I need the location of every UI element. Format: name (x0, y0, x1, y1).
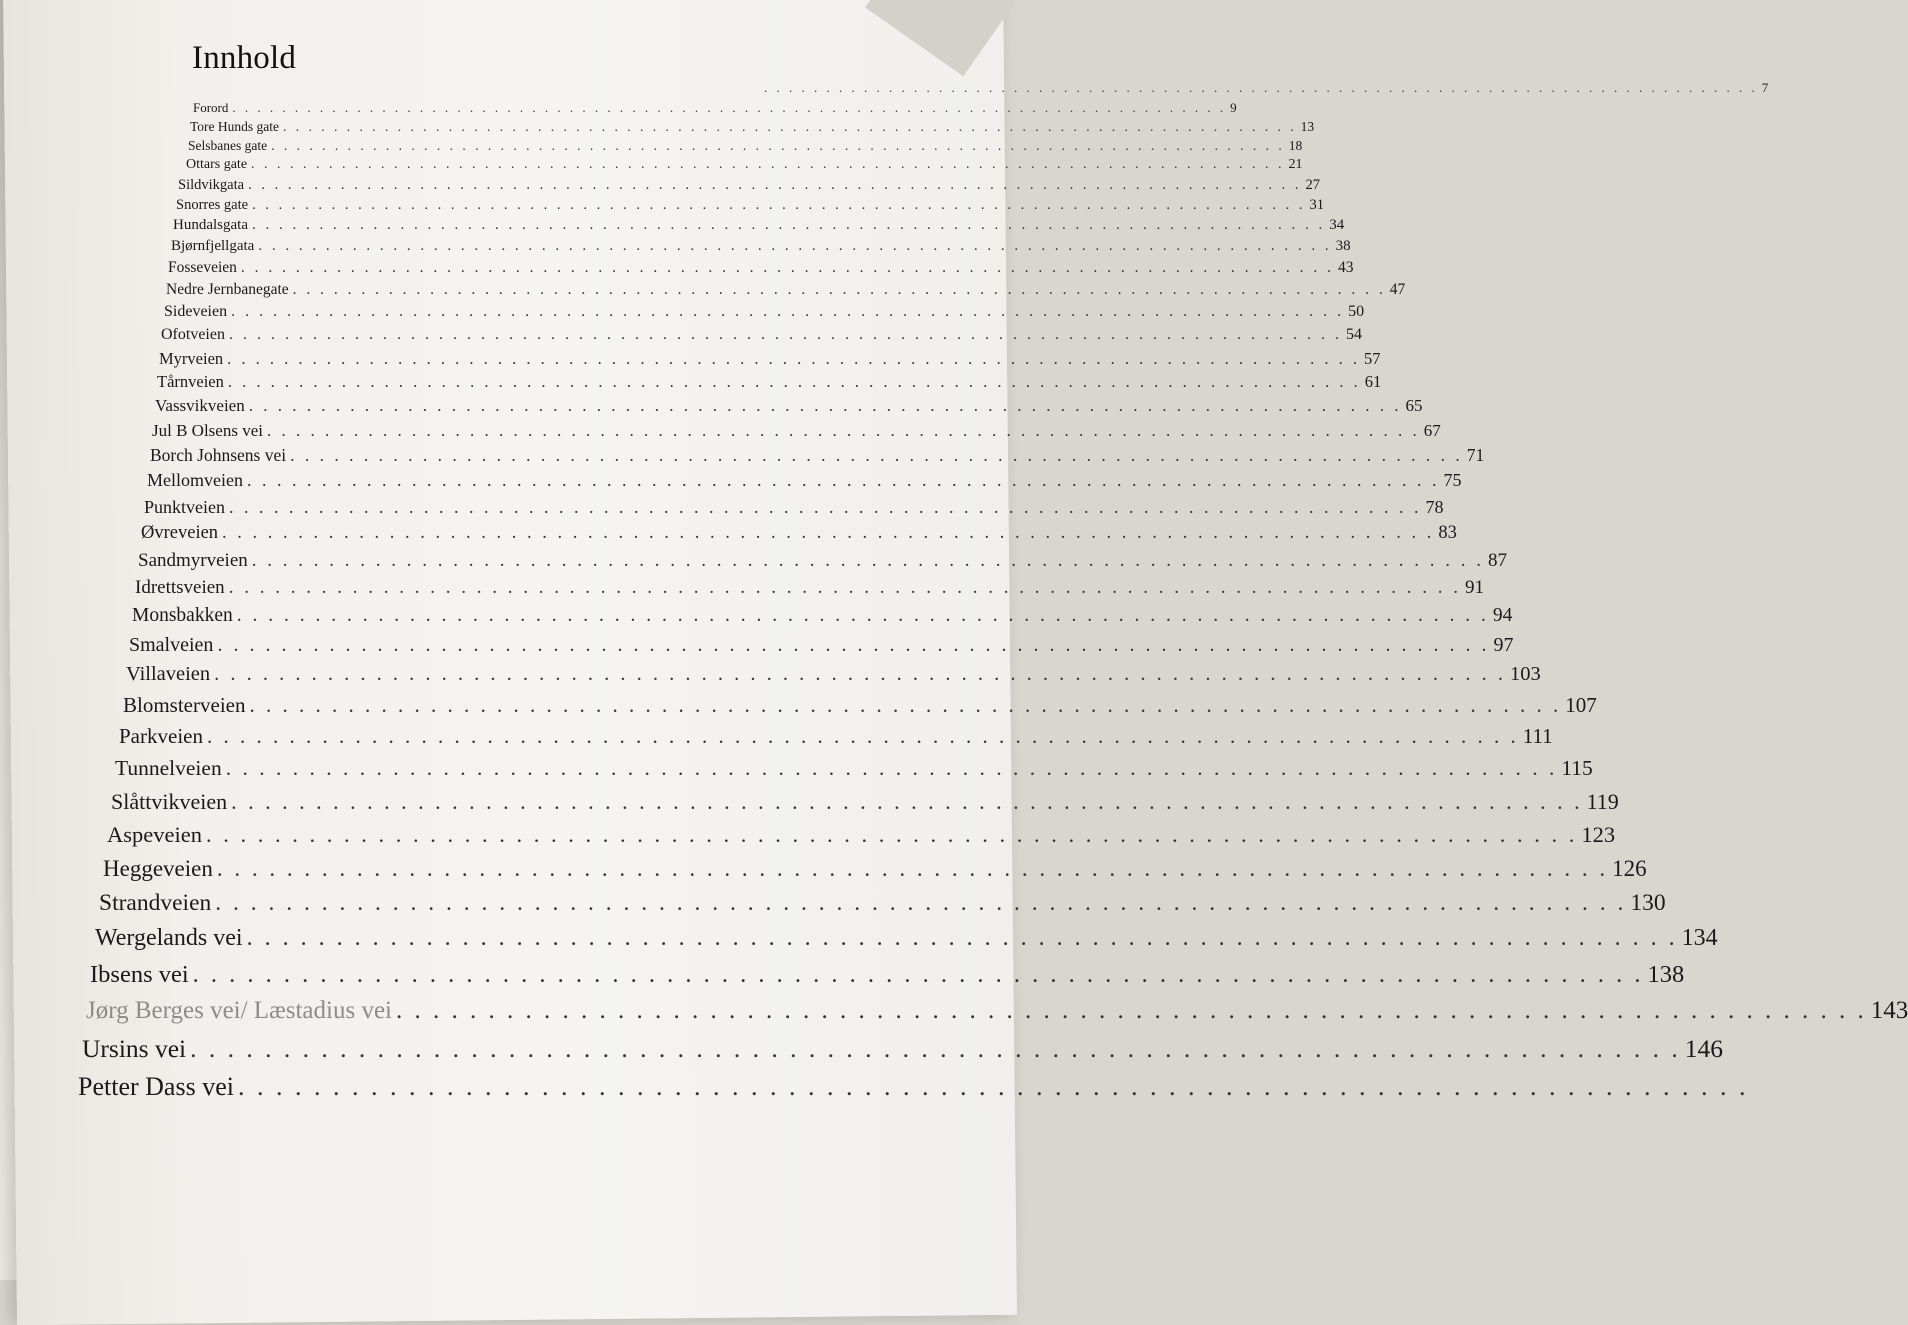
dot-leader: . . . . . . . . . . . . . . . . . . . . . . . . . . . . . . . . . . . . . . . . . . . . . . . . . . . . . . . . . . . . . . . . . . . . . . . . . . . . . . . . (251, 217, 1326, 233)
toc-entry-title: Petter Dass vei (78, 1072, 234, 1101)
toc-entry-title: Tårnveien (157, 372, 224, 391)
dot-leader: . . . . . . . . . . . . . . . . . . . . . . . . . . . . . . . . . . . . . . . . . . . . . . . . . . . . . . . . . . . . . . . . . . . . . . . . . . . . . . . . (252, 197, 1306, 213)
dot-leader: . . . . . . . . . . . . . . . . . . . . . . . . . . . . . . . . . . . . . . . . . . . . . . . . . . . . . . . . . . . . . . . . . . . . . . . . . . . . . . . . (290, 445, 1463, 465)
toc-entry-page: 13 (1300, 119, 1315, 134)
dot-leader: . . . . . . . . . . . . . . . . . . . . . . . . . . . . . . . . . . . . . . . . . . . . . . . . . . . . . . . . . . . . . . . . . . . . . . . . . . . . . . . . (228, 577, 1461, 598)
toc-entry-page: 91 (1464, 577, 1484, 598)
dot-leader: . . . . . . . . . . . . . . . . . . . . . . . . . . . . . . . . . . . . . . . . . . . . . . . . . . . . . . . . . . . . . . . . . . . . . . . . . . . . . . . . (292, 281, 1386, 298)
toc-entry (99, 890, 1666, 917)
toc-entry-page: 146 (1684, 1034, 1723, 1063)
toc-entry-page: 138 (1647, 961, 1685, 988)
toc-entry-title: Idrettsveien (135, 577, 225, 598)
toc-entry-page: 50 (1348, 303, 1365, 320)
toc-entry-title: Sideveien (164, 303, 228, 320)
toc-entry (141, 523, 1457, 544)
dot-leader: . . . . . . . . . . . . . . . . . . . . . . . . . . . . . . . . . . . . . . . . . . . . . . . . . . . . . . . . . . . . . . . . . . . . . . . . . . . . . . . . (396, 997, 1867, 1024)
toc-entry-title: Aspeveien (107, 822, 202, 847)
toc-entry-page: 18 (1288, 138, 1303, 153)
toc-entry-page: 7 (1761, 80, 1769, 95)
toc-entry (176, 197, 1324, 214)
toc-entry (178, 177, 1320, 194)
toc-entry (164, 303, 1365, 321)
toc-entry-title: Myrveien (159, 349, 224, 368)
toc-entry-title: Monsbakken (132, 605, 233, 626)
dot-leader: . . . . . . . . . . . . . . . . . . . . . . . . . . . . . . . . . . . . . . . . . . . . . . . . . . . . . . . . . . . . . . . . . . . . . . . . . . . . . . . . (227, 372, 1361, 391)
toc-entry-page: 67 (1423, 421, 1441, 440)
dot-leader: . . . . . . . . . . . . . . . . . . . . . . . . . . . . . . . . . . . . . . . . . . . . . . . . . . . . . . . . . . . . . . . . . . . . . . . . . . . . . . . . (283, 119, 1297, 134)
toc-entry-title: Blomsterveien (123, 693, 246, 717)
toc-entry (103, 856, 1647, 882)
toc-entry-title: Bjørnfjellgata (171, 238, 255, 254)
toc-entry (173, 217, 1345, 234)
dot-leader: . . . . . . . . . . . . . . . . . . . . . . . . . . . . . . . . . . . . . . . . . . . . . . . . . . . . . . . . . . . . . . . . . . . . . . . . . . . . . . . . (249, 693, 1562, 717)
toc-entry-title: Heggeveien (103, 856, 213, 881)
toc-entry-page: 75 (1443, 470, 1462, 490)
toc-entry-page: 111 (1522, 724, 1553, 748)
toc-entry-title: Punktveien (144, 497, 225, 517)
toc-entry (111, 789, 1619, 815)
toc-entry (168, 259, 1354, 277)
dot-leader: . . . . . . . . . . . . . . . . . . . . . . . . . . . . . . . . . . . . . . . . . . . . . . . . . . . . . . . . . . . . . . . . . . . . . . . . . . . . . . . . (266, 421, 1420, 440)
dot-leader: . . . . . . . . . . . . . . . . . . . . . . . . . . . . . . . . . . . . . . . . . . . . . . . . . . . . . . . . . . . . . . . . . . . . . . . . . . . . . . . . (229, 497, 1422, 517)
toc-entry-page: 21 (1288, 157, 1303, 172)
toc-entry-page: 43 (1338, 259, 1354, 276)
toc-entry (152, 421, 1441, 441)
dot-leader: . . . . . . . . . . . . . . . . . . . . . . . . . . . . . . . . . . . . . . . . . . . . . . . . . . . . . . . . . . . . . . . . . . . . . . . . . . . . . . . . (248, 177, 1302, 193)
toc-entry-page: 78 (1425, 497, 1444, 517)
toc-entry-title: Ofotveien (161, 326, 225, 343)
toc-entry (115, 756, 1593, 781)
toc-entry-title: Jul B Olsens vei (152, 421, 263, 440)
toc-entry (126, 663, 1541, 686)
toc-entry (188, 138, 1303, 154)
toc-entry-page: 130 (1630, 890, 1666, 916)
dot-leader: . . . . . . . . . . . . . . . . . . . . . . . . . . . . . . . . . . . . . . . . . . . . . . . . . . . . . . . . . . . . . . . . . . . . . . . . . . . . . . . . (237, 1072, 1749, 1101)
toc-entry-page: 126 (1612, 856, 1647, 881)
toc-entry-title: Ottars gate (186, 157, 248, 172)
toc-entry-page: 107 (1565, 693, 1597, 717)
dot-leader: . . . . . . . . . . . . . . . . . . . . . . . . . . . . . . . . . . . . . . . . . . . . . . . . . . . . . . . . . . . . . . . . . . . . . . . . . . . . . . . . (271, 138, 1285, 153)
toc-entry-title: Slåttvikveien (111, 789, 228, 814)
toc-entry-page: 61 (1364, 372, 1382, 391)
toc-entry-title: Tore Hunds gate (190, 119, 280, 134)
dot-leader: . . . . . . . . . . . . . . . . . . . . . . . . . . . . . . . . . . . . . . . . . . . . . . . . . . . . . . . . . . . . . . . . . . . . . . . . . . . . . . . . (251, 550, 1485, 571)
dot-leader: . . . . . . . . . . . . . . . . . . . . . . . . . . . . . . . . . . . . . . . . . . . . . . . . . . . . . . . . . . . . . . . . . . . . . . . . . . . . . . . . (215, 890, 1627, 916)
toc-entry (159, 349, 1381, 369)
toc-entry (150, 445, 1485, 466)
toc-entry-title: Sildvikgata (178, 177, 245, 193)
dot-leader: . . . . . . . . . . . . . . . . . . . . . . . . . . . . . . . . . . . . . . . . . . . . . . . . . . . . . . . . . . . . . . . . . . . . . . . . . . . . . . . . (240, 259, 1335, 276)
toc-entry-page: 87 (1488, 550, 1508, 571)
toc-entry (135, 577, 1484, 599)
dot-leader: . . . . . . . . . . . . . . . . . . . . . . . . . . . . . . . . . . . . . . . . . . . . . . . . . . . . . . . . . . . . . . . . . . . . . . . . . . . . . . . . (217, 634, 1490, 656)
toc-entry-title: Ibsens vei (90, 961, 189, 988)
toc-entry-title: Øvreveien (141, 523, 219, 543)
toc-entry (138, 550, 1508, 572)
toc-entry-page: 97 (1493, 634, 1514, 656)
dot-leader: . . . . . . . . . . . . . . . . . . . . . . . . . . . . . . . . . . . . . . . . . . . . . . . . . . . . . . . . . . . . . . . . . . . . . . . . . . . . . . . . (190, 1034, 1681, 1063)
toc-entry-title: Smalveien (129, 634, 214, 656)
dot-leader: . . . . . . . . . . . . . . . . . . . . . . . . . . . . . . . . . . . . . . . . . . . . . . . . . . . . . . . . . . . . . . . . . . . . . . . . . . . . . . . . (248, 396, 1402, 415)
toc-entry-title: Hundalsgata (173, 217, 248, 233)
dot-leader: . . . . . . . . . . . . . . . . . . . . . . . . . . . . . . . . . . . . . . . . . . . . . . . . . . . . . . . . . . . . . . . . . . . . . . . . . . . . . . . . (216, 856, 1609, 881)
toc-entry-title: Snorres gate (176, 197, 249, 213)
toc-entry-title: Forord (193, 100, 229, 115)
toc-entry-title: Parkveien (119, 724, 203, 748)
toc-entry-title: Nedre Jernbanegate (166, 281, 289, 298)
toc-entry-page: 123 (1581, 822, 1616, 847)
toc-entry (186, 157, 1303, 173)
toc-entry-title: Vassvikveien (155, 396, 245, 415)
dot-leader: . . . . . . . . . . . . . . . . . . . . . . . . . . . . . . . . . . . . . . . . . . . . . . . . . . . . . . . . . . . . . . . . . . . . . . . . . . . . . . . . (225, 756, 1558, 780)
dot-leader: . . . . . . . . . . . . . . . . . . . . . . . . . . . . . . . . . . . . . . . . . . . . . . . . . . . . . . . . . . . . . . . . . . . . . . . . . . . . . . . . (246, 470, 1440, 490)
dot-leader: . . . . . . . . . . . . . . . . . . . . . . . . . . . . . . . . . . . . . . . . . . . . . . . . . . . . . . . . . . . . . . . . . . . . . . . . . . . . . . . . (258, 238, 1332, 254)
toc-entry (171, 238, 1351, 255)
toc-entry-page: 31 (1309, 197, 1324, 213)
dot-leader: . . . . . . . . . . . . . . . . . . . . . . . . . . . . . . . . . . . . . . . . . . . . . . . . . . . . . . . . . . . . . . . . . . . . . . . . . . . . . . . . (227, 349, 1361, 368)
dot-leader: . . . . . . . . . . . . . . . . . . . . . . . . . . . . . . . . . . . . . . . . . . . . . . . . . . . . . . . . . . . . . . . . . . . . . . . . . . . . . . . . (222, 523, 1435, 543)
toc-entry-title: Jørg Berges vei/ Læstadius vei (86, 997, 392, 1024)
toc-entry-title: Villaveien (126, 663, 211, 685)
toc-entry-page: 143 (1870, 997, 1908, 1024)
dot-leader: . . . . . . . . . . . . . . . . . . . . . . . . . . . . . . . . . . . . . . . . . . . . . . . . . . . . . . . . . . . . . . . . . . . . . . . . . . . . . . . . (232, 100, 1227, 115)
toc-entry-page: 115 (1561, 756, 1593, 780)
toc-entry-page: 47 (1389, 281, 1406, 298)
toc-entry-title: Selsbanes gate (188, 138, 268, 153)
toc-entry (166, 281, 1406, 299)
dot-leader: . . . . . . . . . . . . . . . . . . . . . . . . . . . . . . . . . . . . . . . . . . . . . . . . . . . . . . . . . . . . . . . . . . . . . . . . . . . . . . . . (251, 157, 1285, 172)
dot-leader: . . . . . . . . . . . . . . . . . . . . . . . . . . . . . . . . . . . . . . . . . . . . . . . . . . . . . . . . . . . . . . . . . . . . . . . . . . . . . . . . (246, 925, 1678, 951)
toc-entry (147, 470, 1462, 491)
toc-entry-page: 38 (1335, 238, 1351, 254)
toc-entry (190, 119, 1315, 135)
toc-entry (144, 497, 1444, 518)
dot-leader: . . . . . . . . . . . . . . . . . . . . . . . . . . . . . . . . . . . . . . . . . . . . . . . . . . . . . . . . . . . . . . . . . . . . . . . . . . . . . . . . (214, 663, 1507, 685)
dot-leader: . . . . . . . . . . . . . . . . . . . . . . . . . . . . . . . . . . . . . . . . . . . . . . . . . . . . . . . . . . . . . . . . . . . . . . . . . . . . . . . . (231, 789, 1583, 814)
toc-entry (129, 634, 1514, 657)
toc-entry-page: 34 (1329, 217, 1345, 233)
toc-entry-title: Mellomveien (147, 470, 243, 490)
toc-entry-page: 83 (1438, 523, 1457, 543)
toc-entry-page: 57 (1364, 349, 1381, 368)
dot-leader: . . . . . . . . . . . . . . . . . . . . . . . . . . . . . . . . . . . . . . . . . . . . . . . . . . . . . . . . . . . . . . . . . . . . . . . . . . . . . . . . (205, 822, 1578, 847)
dot-leader: . . . . . . . . . . . . . . . . . . . . . . . . . . . . . . . . . . . . . . . . . . . . . . . . . . . . . . . . . . . . . . . . . . . . . . . . . . . . . . . . (231, 303, 1345, 320)
toc-entry (90, 961, 1685, 989)
toc-entry (78, 1072, 1749, 1102)
toc-entry (157, 372, 1382, 392)
toc-entry (193, 100, 1237, 116)
toc-title: Innhold (192, 40, 297, 76)
dot-leader: . . . . . . . . . . . . . . . . . . . . . . . . . . . . . . . . . . . . . . . . . . . . . . . . . . . . . . . . . . . . . . . . . . . . . . . . . . . . . . . . (228, 326, 1342, 343)
dot-leader: . . . . . . . . . . . . . . . . . . . . . . . . . . . . . . . . . . . . . . . . . . . . . . . . . . . . . . . . . . . . . . . . . . . . . . . . . . . . . . . . (192, 961, 1644, 988)
toc-entry (123, 693, 1597, 718)
toc-entry (107, 822, 1616, 848)
dot-leader: . . . . . . . . . . . . . . . . . . . . . . . . . . . . . . . . . . . . . . . . . . . . . . . . . . . . . . . . . . . . . . . . . . . . . . . . . . . . . . . . (236, 605, 1489, 626)
toc-entry-page: 103 (1510, 663, 1541, 685)
toc-entry (132, 605, 1513, 627)
toc-entry-title: Sandmyrveien (138, 550, 248, 571)
toc-entry (760, 80, 1769, 96)
toc-entry-page: 134 (1681, 925, 1718, 951)
toc-entry-page: 65 (1405, 396, 1423, 415)
toc-entry-page: 119 (1586, 789, 1619, 814)
toc-entry-title: Tunnelveien (115, 756, 222, 780)
toc-entry (161, 326, 1362, 344)
toc-entry-title: Ursins vei (82, 1034, 187, 1063)
toc-entry (82, 1034, 1723, 1064)
toc-entry (155, 396, 1423, 416)
dot-leader: . . . . . . . . . . . . . . . . . . . . . . . . . . . . . . . . . . . . . . . . . . . . . . . . . . . . . . . . . . . . . . . . . . . . . . . . . . . . . . . . (206, 724, 1519, 748)
toc-entry (119, 724, 1553, 749)
toc-entry-page: 9 (1230, 100, 1237, 115)
toc-entry-title: Strandveien (99, 890, 212, 916)
toc-entry-title: Wergelands vei (95, 925, 243, 951)
toc-entry (95, 925, 1718, 952)
dot-leader: . . . . . . . . . . . . . . . . . . . . . . . . . . . . . . . . . . . . . . . . . . . . . . . . . . . . . . . . . . . . . . . . . . . . . . . . . . . . . . . . (764, 80, 1758, 95)
toc-entry-title: Fosseveien (168, 259, 237, 276)
toc-entry-page: 94 (1492, 605, 1513, 626)
toc-entry (86, 997, 1908, 1025)
toc-entry-page: 27 (1305, 177, 1320, 193)
toc-entry-page: 71 (1466, 445, 1485, 465)
toc-entry-page: 54 (1345, 326, 1362, 343)
toc-entry-title: Borch Johnsens vei (150, 445, 287, 465)
